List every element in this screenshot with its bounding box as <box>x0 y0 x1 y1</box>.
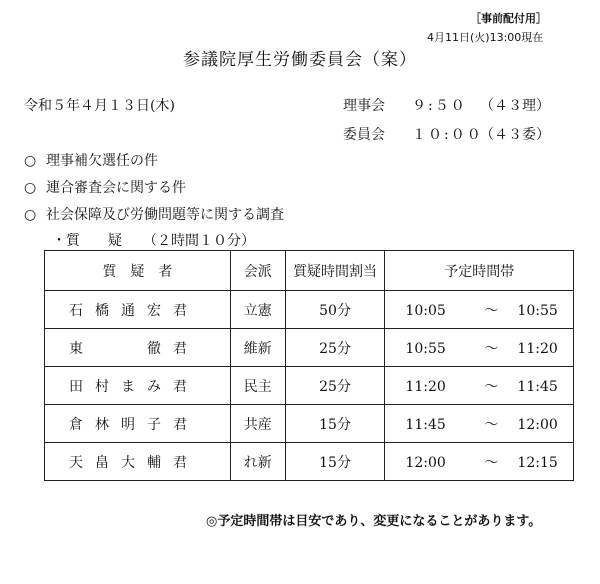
as-of-timestamp: 4月11日(火)13:00現在 <box>427 31 544 44</box>
name-character: 明 <box>121 416 138 433</box>
name-character: 君 <box>173 416 190 433</box>
questioner-name <box>45 367 231 405</box>
name-character: 倉 <box>69 416 86 433</box>
name-character: 宏 <box>147 302 164 319</box>
meeting-date: 令和５年４月１３日(木) <box>24 98 175 114</box>
slot-end: 12:15 <box>517 454 558 471</box>
questioner-table <box>44 250 574 481</box>
name-character: 子 <box>147 416 164 433</box>
footnote: ◎予定時間帯は目安であり、変更になることがあります。 <box>206 514 542 529</box>
column-header-time-slot: 予定時間帯 <box>385 251 574 291</box>
slot-end: 10:55 <box>517 302 558 319</box>
name-character: 林 <box>95 416 112 433</box>
tilde-separator: ～ <box>484 340 499 357</box>
table-row <box>45 405 574 443</box>
name-character: 通 <box>121 302 138 319</box>
agenda-item <box>24 177 186 197</box>
scheduled-time-slot <box>385 291 574 329</box>
qa-heading: ・質 疑 （２時間１０分） <box>52 233 255 249</box>
name-character <box>95 338 121 358</box>
agenda-item-label: 社会保障及び労働問題等に関する調査 <box>46 207 284 223</box>
slot-end: 11:20 <box>517 340 558 357</box>
name-character: 橋 <box>95 302 112 319</box>
time-allocation: 25分 <box>285 329 385 367</box>
party: 維新 <box>230 329 285 367</box>
circle-bullet-icon: ○ <box>24 207 37 223</box>
notice-badge: ［事前配付用］ <box>470 12 547 25</box>
questioner-name <box>45 329 231 367</box>
name-character: 村 <box>95 378 112 395</box>
tilde-separator: ～ <box>484 302 499 319</box>
tilde-separator: ～ <box>484 454 499 471</box>
agenda-item-label: 連合審査会に関する件 <box>46 180 186 196</box>
slot-start: 11:45 <box>405 416 446 433</box>
scheduled-time-slot <box>385 405 574 443</box>
tilde-separator: ～ <box>484 378 499 395</box>
name-character: 輔 <box>147 454 164 471</box>
time-allocation: 50分 <box>285 291 385 329</box>
schedule-note-board: （４３理） <box>480 98 550 114</box>
table-row <box>45 443 574 481</box>
name-character: 田 <box>69 378 86 395</box>
column-header-allocation: 質疑時間割当 <box>285 251 385 291</box>
name-character: 石 <box>69 302 86 319</box>
slot-end: 11:45 <box>517 378 558 395</box>
agenda-item-label: 理事補欠選任の件 <box>46 153 158 169</box>
name-character: 君 <box>173 302 190 319</box>
agenda-item <box>24 150 158 170</box>
name-character: 君 <box>173 454 190 471</box>
party: 立憲 <box>230 291 285 329</box>
scheduled-time-slot <box>385 367 574 405</box>
schedule-note-committee: （４３委） <box>480 127 550 143</box>
column-header-party: 会派 <box>230 251 285 291</box>
party: 共産 <box>230 405 285 443</box>
schedule-time-board: ９:５０ <box>412 98 467 114</box>
questioner-name <box>45 405 231 443</box>
name-character: 天 <box>69 454 86 471</box>
questioner-name <box>45 443 231 481</box>
schedule-time-committee: １０:００ <box>412 127 483 143</box>
column-header-questioner: 質 疑 者 <box>45 251 231 291</box>
schedule-label-board: 理事会 <box>343 98 385 114</box>
name-character: 君 <box>173 340 190 357</box>
table-row <box>45 291 574 329</box>
table-header-row <box>45 251 574 291</box>
circle-bullet-icon: ○ <box>24 153 37 169</box>
time-allocation: 15分 <box>285 443 385 481</box>
slot-start: 12:00 <box>405 454 446 471</box>
document-title: 参議院厚生労働委員会（案） <box>183 50 417 70</box>
agenda-item <box>24 204 284 224</box>
name-character <box>121 338 147 358</box>
name-character: ま <box>121 378 138 395</box>
tilde-separator: ～ <box>484 416 499 433</box>
time-allocation: 25分 <box>285 367 385 405</box>
table-row <box>45 329 574 367</box>
questioner-name <box>45 291 231 329</box>
scheduled-time-slot <box>385 329 574 367</box>
slot-start: 11:20 <box>405 378 446 395</box>
time-allocation: 15分 <box>285 405 385 443</box>
name-character: 大 <box>121 454 138 471</box>
name-character: 畠 <box>95 454 112 471</box>
scheduled-time-slot <box>385 443 574 481</box>
slot-end: 12:00 <box>517 416 558 433</box>
name-character: 東 <box>69 340 86 357</box>
party: 民主 <box>230 367 285 405</box>
party: れ新 <box>230 443 285 481</box>
schedule-label-committee: 委員会 <box>343 127 385 143</box>
name-character: 徹 <box>147 340 164 357</box>
name-character: み <box>147 378 164 395</box>
slot-start: 10:55 <box>405 340 446 357</box>
name-character: 君 <box>173 378 190 395</box>
circle-bullet-icon: ○ <box>24 180 37 196</box>
table-row <box>45 367 574 405</box>
slot-start: 10:05 <box>405 302 446 319</box>
